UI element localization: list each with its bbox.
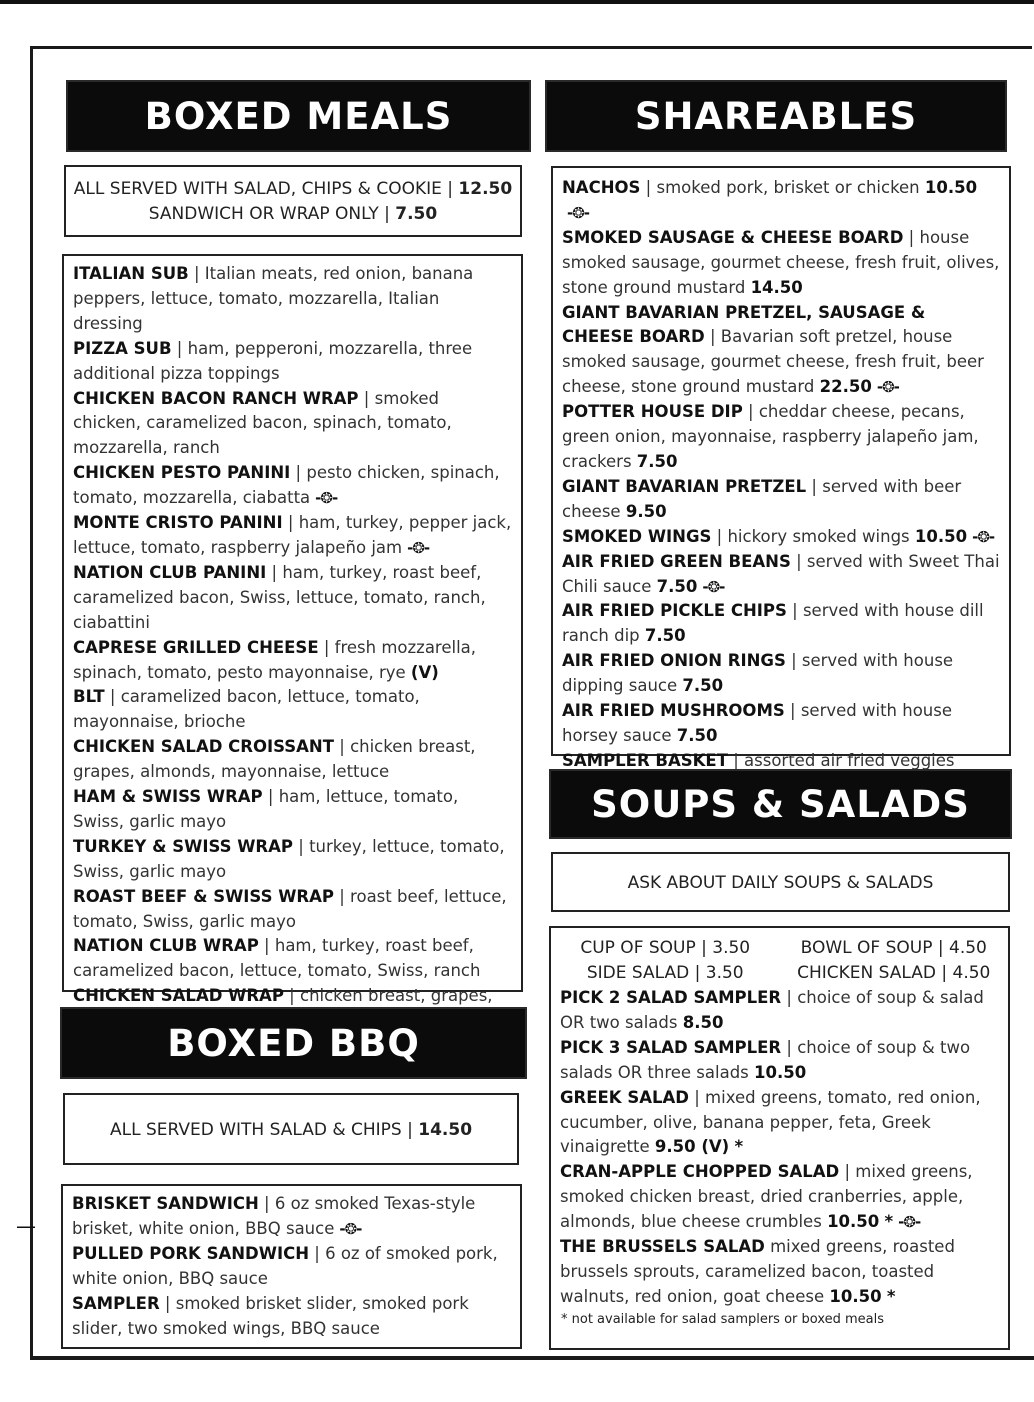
menu-item: BLT | caramelized bacon, lettuce, tomato, mayonnaise, brioche: [73, 687, 420, 732]
menu-item: GIANT BAVARIAN PRETZEL, SAUSAGE & CHEESE BOARD | Bavarian soft pretzel, house smoked sausage, gourmet cheese, fresh fruit, beer cheese, stone ground mustard 22.50 -❂-: [562, 301, 1000, 401]
boxed-bbq-banner: [62, 1009, 525, 1077]
boxed-meals-banner: [68, 82, 529, 150]
item-name: CHICKEN BACON RANCH WRAP: [73, 388, 359, 408]
item-description: ham, turkey, pepper jack, lettuce, tomato, raspberry jalapeño jam: [73, 513, 512, 557]
sprig-icon: -❂-: [339, 1219, 362, 1238]
menu-item: ITALIAN SUB | Italian meats, red onion, banana peppers, lettuce, tomato, mozzarella, Italian dressing: [73, 264, 474, 333]
boxed-bbq-note: ALL SERVED WITH SALAD & CHIPS | 14.50: [63, 1093, 519, 1165]
item-price: 7.50: [682, 676, 724, 696]
boxed-meals-note-line2: SANDWICH OR WRAP ONLY | 7.50: [148, 204, 438, 224]
menu-item: [560, 1235, 999, 1310]
boxed-meals-note: [64, 165, 522, 237]
item-description: choice of soup & salad OR two salads: [560, 988, 984, 1032]
item-name: ROAST BEEF & SWISS WRAP: [73, 886, 334, 906]
item-tag: *: [884, 1212, 894, 1232]
shareables-banner: [547, 82, 1005, 150]
menu-item: SMOKED WINGS | hickory smoked wings 10.50 -❂-: [562, 525, 1000, 550]
item-description: caramelized bacon, lettuce, tomato, mayonnaise, brioche: [73, 687, 420, 732]
item-price: 9.50 (V): [654, 1137, 730, 1157]
item-description: Bavarian soft pretzel, house smoked sausage, gourmet cheese, fresh fruit, beer cheese, stone ground mustard: [562, 327, 984, 397]
item-description: fresh mozzarella, spinach, tomato, pesto mayonnaise, rye: [73, 637, 477, 682]
menu-item: PICK 3 SALAD SAMPLER | choice of soup & two salads OR three salads 10.50: [560, 1037, 971, 1082]
cup-of-soup: CUP OF SOUP | 3.50: [580, 938, 751, 958]
item-description: 6 oz smoked Texas-style brisket, white onion, BBQ sauce: [72, 1194, 476, 1238]
soups-salads-list: [549, 926, 1010, 1350]
item-description: served with house dill ranch dip: [562, 601, 984, 646]
menu-item: SAMPLER | smoked brisket slider, smoked pork slider, two smoked wings, BBQ sauce: [72, 1293, 469, 1338]
item-name: NATION CLUB PANINI: [73, 562, 267, 582]
item-tag: *: [734, 1137, 744, 1157]
item-description: mixed greens, smoked chicken breast, dried cranberries, apple, almonds, blue cheese crumbles: [560, 1162, 973, 1232]
sprig-icon: -❂-: [567, 203, 590, 222]
menu-item: BRISKET SANDWICH | 6 oz smoked Texas-style brisket, white onion, BBQ sauce -❂-: [72, 1192, 511, 1242]
menu-item: GIANT BAVARIAN PRETZEL | served with beer cheese 9.50: [562, 476, 962, 521]
item-price: 10.50: [829, 1286, 882, 1306]
boxed-bbq-title: BOXED BBQ: [167, 1021, 420, 1065]
item-name: AIR FRIED GREEN BEANS: [562, 551, 791, 571]
item-name: SAMPLER: [72, 1293, 160, 1313]
item-description: assorted air fried veggies: [744, 750, 955, 770]
item-price: 8.50: [682, 1012, 724, 1032]
menu-item: SMOKED SAUSAGE & CHEESE BOARD | house smoked sausage, gourmet cheese, fresh fruit, olives, stone ground mustard 14.50: [562, 227, 1000, 297]
item-price: 22.50: [819, 377, 872, 397]
menu-item: PIZZA SUB | ham, pepperoni, mozzarella, three additional pizza toppings: [73, 338, 473, 383]
item-price: 7.50: [676, 725, 718, 745]
soups-salads-title: SOUPS & SALADS: [591, 782, 970, 826]
item-name: SMOKED SAUSAGE & CHEESE BOARD: [562, 227, 904, 247]
sprig-icon: -❂-: [407, 538, 430, 557]
item-name: CHICKEN SALAD WRAP: [73, 986, 284, 1006]
item-description: smoked chicken, caramelized bacon, spinach, tomato, mozzarella, ranch: [73, 388, 452, 458]
item-description: choice of soup & two salads OR three salads: [560, 1037, 971, 1082]
sprig-icon: -❂-: [876, 378, 899, 397]
menu-item: PULLED PORK SANDWICH | 6 oz of smoked pork, white onion, BBQ sauce: [72, 1243, 498, 1288]
item-name: PULLED PORK SANDWICH: [72, 1243, 310, 1263]
item-name: PICK 2 SALAD SAMPLER: [560, 988, 782, 1007]
item-price: 10.50: [827, 1212, 880, 1232]
menu-item: CAPRESE GRILLED CHEESE | fresh mozzarella, spinach, tomato, pesto mayonnaise, rye (V): [73, 637, 477, 682]
menu-item: TURKEY & SWISS WRAP | turkey, lettuce, tomato, Swiss, garlic mayo: [73, 836, 505, 881]
item-name: AIR FRIED ONION RINGS: [562, 651, 786, 671]
menu-item: CRAN-APPLE CHOPPED SALAD | mixed greens, smoked chicken breast, dried cranberries, apple, almonds, blue cheese crumbles 10.50 * -❂-: [560, 1160, 999, 1235]
item-name: THE BRUSSELS SALAD: [560, 1237, 765, 1257]
item-description: chicken breast, grapes,: [300, 986, 493, 1006]
item-name: AIR FRIED PICKLE CHIPS: [562, 601, 787, 621]
item-price: 10.50: [914, 526, 968, 546]
menu-item: AIR FRIED PICKLE CHIPS | served with house dill ranch dip 7.50: [562, 601, 984, 646]
item-name: SMOKED WINGS: [562, 526, 712, 546]
top-border: [0, 0, 1034, 4]
soups-salads-note: ASK ABOUT DAILY SOUPS & SALADS: [551, 852, 1010, 912]
menu-item: SAMPLER BASKET | assorted air fried veggies: [562, 749, 1000, 799]
menu-item: CHICKEN SALAD WRAP | chicken breast, grapes,: [73, 984, 512, 1034]
shareables-title: SHAREABLES: [634, 94, 918, 138]
side-salad: SIDE SALAD | 3.50: [586, 963, 744, 983]
item-tag: (V): [410, 662, 439, 682]
boxed-bbq-list: [61, 1184, 522, 1349]
item-description: served with house dipping sauce: [562, 651, 954, 696]
bowl-of-soup: BOWL OF SOUP | 4.50: [800, 938, 987, 958]
boxed-meals-note-line1: ALL SERVED WITH SALAD, CHIPS & COOKIE | 12.50: [73, 179, 513, 199]
shareables-list: [551, 166, 1011, 770]
item-price: 14.50: [750, 277, 803, 297]
item-name: AIR FRIED MUSHROOMS: [562, 701, 785, 721]
item-description: smoked pork, brisket or chicken: [656, 178, 920, 197]
menu-item: POTTER HOUSE DIP | cheddar cheese, pecans, green onion, mayonnaise, raspberry jalapeño jam, crackers 7.50: [562, 402, 979, 471]
menu-item: AIR FRIED ONION RINGS | served with house dipping sauce 7.50: [562, 651, 954, 696]
menu-item: NACHOS | smoked pork, brisket or chicken 10.50-❂-: [562, 176, 1000, 226]
menu-item: CHICKEN BACON RANCH WRAP | smoked chicken, caramelized bacon, spinach, tomato, mozzarella, ranch: [73, 388, 452, 458]
menu-item: ROAST BEEF & SWISS WRAP | roast beef, lettuce, tomato, Swiss, garlic mayo: [73, 886, 507, 931]
item-description: cheddar cheese, pecans, green onion, mayonnaise, raspberry jalapeño jam, crackers: [562, 402, 979, 471]
item-price: 7.50: [656, 576, 698, 596]
bottom-border: [30, 1356, 1034, 1360]
item-name: PICK 3 SALAD SAMPLER: [560, 1037, 782, 1057]
pen-mark: —: [16, 1214, 36, 1238]
item-name: NATION CLUB WRAP: [73, 936, 259, 956]
sprig-icon: -❂-: [898, 1213, 921, 1232]
boxed-meals-list: [62, 254, 523, 1006]
menu-item: HAM & SWISS WRAP | ham, lettuce, tomato, Swiss, garlic mayo: [73, 787, 459, 831]
item-name: GIANT BAVARIAN PRETZEL, SAUSAGE & CHEESE BOARD: [562, 302, 926, 347]
item-name: GREEK SALAD: [560, 1087, 689, 1107]
item-price: 7.50: [644, 626, 686, 646]
item-name: GIANT BAVARIAN PRETZEL: [562, 476, 807, 496]
item-price: 10.50: [754, 1062, 807, 1082]
item-description: ham, turkey, roast beef, caramelized bacon, Swiss, lettuce, tomato, ranch, ciabattini: [73, 562, 486, 632]
boxed-meals-title: BOXED MEALS: [144, 94, 453, 138]
menu-item: MONTE CRISTO PANINI | ham, turkey, pepper jack, lettuce, tomato, raspberry jalapeño jam -❂-: [73, 511, 512, 561]
item-name: CHICKEN SALAD CROISSANT: [73, 737, 334, 757]
item-description: hickory smoked wings: [727, 526, 910, 546]
menu-item: CHICKEN SALAD CROISSANT | chicken breast, grapes, almonds, mayonnaise, lettuce: [73, 737, 476, 782]
item-name: POTTER HOUSE DIP: [562, 402, 743, 422]
salad-items: [551, 986, 1008, 1310]
item-description: chicken breast, grapes, almonds, mayonnaise, lettuce: [73, 737, 476, 782]
item-description: ham, lettuce, tomato, Swiss, garlic mayo: [73, 787, 459, 831]
item-description: turkey, lettuce, tomato, Swiss, garlic mayo: [73, 836, 505, 881]
sprig-icon: -❂-: [972, 527, 995, 546]
item-description: smoked brisket slider, smoked pork slider, two smoked wings, BBQ sauce: [72, 1293, 469, 1338]
item-name: NACHOS: [562, 178, 641, 197]
item-name: CRAN-APPLE CHOPPED SALAD: [560, 1162, 840, 1182]
item-description: ham, pepperoni, mozzarella, three additional pizza toppings: [73, 338, 473, 383]
item-description: 6 oz of smoked pork, white onion, BBQ sauce: [72, 1243, 498, 1288]
item-description: roast beef, lettuce, tomato, Swiss, garlic mayo: [73, 886, 507, 931]
item-tag: *: [886, 1286, 896, 1306]
item-description: served with house horsey sauce: [562, 701, 953, 745]
item-name: TURKEY & SWISS WRAP: [73, 836, 294, 856]
item-description: house smoked sausage, gourmet cheese, fresh fruit, olives, stone ground mustard: [562, 227, 1000, 297]
item-description: mixed greens, tomato, red onion, cucumber, olive, banana pepper, feta, Greek vinaigrette: [560, 1087, 981, 1157]
menu-item: PICK 2 SALAD SAMPLER | choice of soup & salad OR two salads 8.50: [560, 988, 984, 1032]
item-name: BRISKET SANDWICH: [72, 1194, 259, 1213]
soup-size-grid: [551, 928, 1008, 986]
menu-item: AIR FRIED MUSHROOMS | served with house horsey sauce 7.50: [562, 701, 953, 745]
item-name: HAM & SWISS WRAP: [73, 787, 263, 807]
sprig-icon: -❂-: [315, 489, 338, 508]
item-price: 9.50: [625, 501, 667, 521]
item-description: pesto chicken, spinach, tomato, mozzarella, ciabatta: [73, 463, 500, 508]
item-price: 7.50: [636, 451, 678, 471]
soups-salads-banner: [551, 771, 1010, 837]
item-name: CHICKEN PESTO PANINI: [73, 463, 291, 483]
item-name: PIZZA SUB: [73, 338, 172, 358]
item-description: ham, turkey, roast beef, caramelized bacon, lettuce, tomato, Swiss, ranch: [73, 936, 481, 981]
item-name: ITALIAN SUB: [73, 264, 189, 283]
item-name: CAPRESE GRILLED CHEESE: [73, 637, 319, 657]
item-description: mixed greens, roasted brussels sprouts, caramelized bacon, toasted walnuts, red onion, goat cheese: [560, 1237, 955, 1306]
item-description: served with Sweet Thai Chili sauce: [562, 551, 1000, 596]
chicken-salad: CHICKEN SALAD | 4.50: [797, 963, 991, 983]
item-description: Italian meats, red onion, banana peppers, lettuce, tomato, mozzarella, Italian dressing: [73, 264, 474, 333]
footnote: * not available for salad samplers or boxed meals: [561, 1311, 885, 1327]
item-name: MONTE CRISTO PANINI: [73, 513, 283, 533]
item-name: BLT: [73, 687, 105, 707]
menu-item: AIR FRIED GREEN BEANS | served with Sweet Thai Chili sauce 7.50 -❂-: [562, 550, 1000, 600]
item-description: served with beer cheese: [562, 476, 962, 521]
item-name: SAMPLER BASKET: [562, 750, 728, 770]
menu-item: NATION CLUB PANINI | ham, turkey, roast beef, caramelized bacon, Swiss, lettuce, tomato, ranch, ciabattini: [73, 562, 486, 632]
sprig-icon: -❂-: [702, 577, 725, 596]
menu-item: GREEK SALAD | mixed greens, tomato, red onion, cucumber, olive, banana pepper, feta, Greek vinaigrette 9.50 (V) *: [560, 1087, 981, 1157]
item-price: 10.50: [924, 178, 978, 197]
menu-item: CHICKEN PESTO PANINI | pesto chicken, spinach, tomato, mozzarella, ciabatta -❂-: [73, 461, 512, 511]
menu-item: NATION CLUB WRAP | ham, turkey, roast beef, caramelized bacon, lettuce, tomato, Swiss, ranch: [73, 936, 481, 981]
